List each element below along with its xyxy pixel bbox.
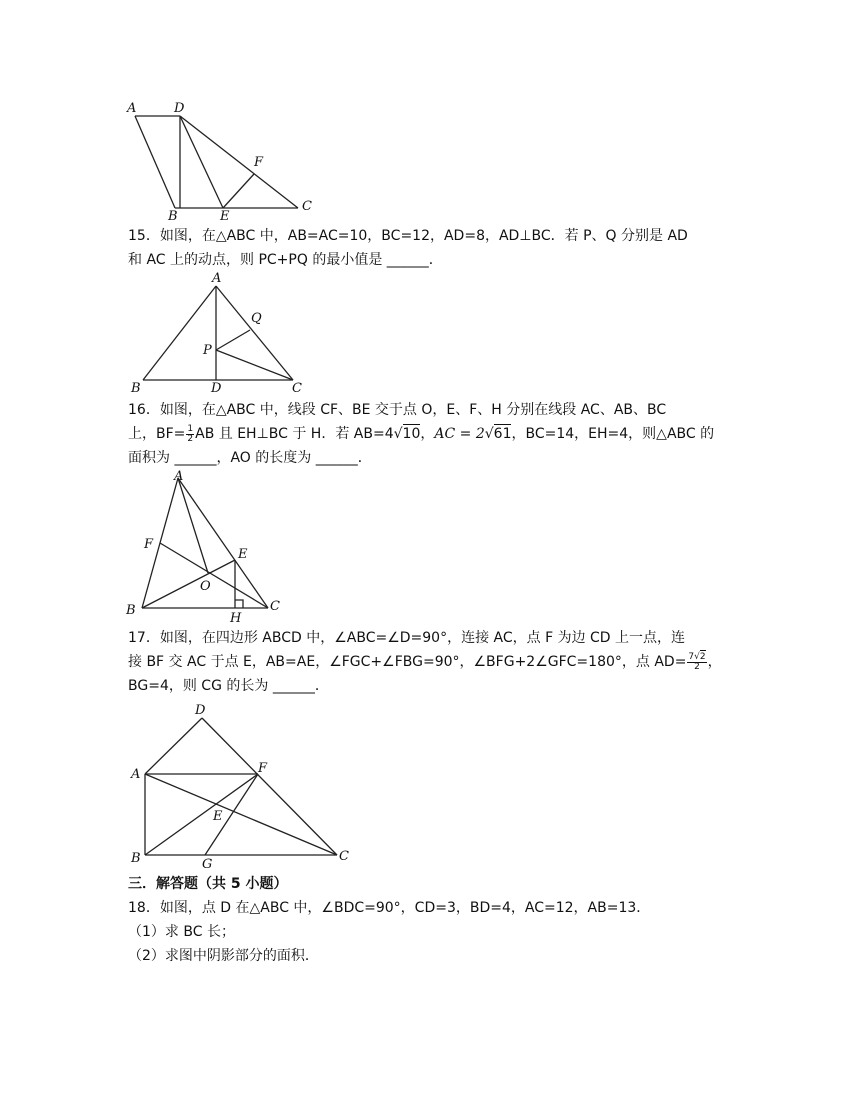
- segment-EF: [223, 174, 254, 208]
- segment-DC: [202, 718, 337, 855]
- label-A: A: [131, 767, 141, 782]
- label-F: F: [258, 761, 268, 776]
- sqrt-icon: √: [694, 651, 700, 662]
- segment-FC: [160, 543, 268, 608]
- label-Q: Q: [251, 311, 262, 326]
- label-F: F: [144, 537, 154, 552]
- label-B: B: [126, 603, 136, 618]
- label-A: A: [174, 469, 184, 484]
- label-B: B: [131, 381, 141, 396]
- figure-q15: [125, 272, 315, 396]
- label-B: B: [131, 851, 141, 866]
- segment-PQ: [216, 330, 250, 350]
- sqrt-icon: √: [484, 426, 494, 442]
- label-C: C: [270, 599, 280, 614]
- segment-BE: [142, 560, 235, 608]
- label-D: D: [174, 101, 185, 116]
- label-D: D: [195, 703, 206, 718]
- label-D: D: [211, 381, 222, 396]
- segment-AC: [216, 286, 293, 380]
- question-15: [128, 224, 738, 272]
- section-3-title: 三．解答题（共 5 小题）: [128, 876, 288, 892]
- fraction-one-half: $\frac{1}{2}$: [187, 423, 194, 444]
- q18-part1: （1）求 BC 长；: [128, 924, 235, 940]
- label-G: G: [202, 857, 213, 872]
- sqrt-icon: √: [393, 426, 403, 442]
- label-E: E: [220, 209, 230, 224]
- label-C: C: [292, 381, 302, 396]
- label-P: P: [203, 343, 212, 358]
- label-E: E: [238, 547, 248, 562]
- label-A: A: [212, 271, 222, 286]
- q17-line3: BG=4，则 CG 的长为 ______．: [128, 678, 329, 694]
- q18-line1: 18．如图，点 D 在△ABC 中，∠BDC=90°，CD=3，BD=4，AC=12，AB=13．: [128, 900, 651, 916]
- label-F: F: [254, 155, 264, 170]
- segment-AO: [178, 478, 208, 573]
- q16-line1: 16．如图，在△ABC 中，线段 CF、BE 交于点 O，E、F、H 分别在线段 AC、AB、BC: [128, 402, 667, 418]
- q15-line1: 15．如图，在△ABC 中，AB=AC=10，BC=12，AD=8，AD⊥BC．若 P、Q 分别是 AD: [128, 228, 688, 244]
- right-angle-mark: [235, 600, 243, 608]
- segment-AB: [135, 116, 175, 208]
- segment-DE: [180, 116, 223, 208]
- segment-AD: [145, 718, 202, 774]
- label-C: C: [302, 199, 312, 214]
- q17-line1: 17．如图，在四边形 ABCD 中，∠ABC=∠D=90°，连接 AC，点 F 为边 CD 上一点，连: [128, 630, 686, 646]
- label-E: E: [213, 809, 223, 824]
- figure-q15-svg: [125, 272, 315, 396]
- section-3: [128, 872, 738, 968]
- q16-line2: 上，BF= $\frac{1}{2}$ AB 且 EH⊥BC 于 H．若 AB=4√10，AC = 2√61，BC=14，EH=4，则△ABC 的: [128, 423, 715, 444]
- q16-line3: 面积为 ______，AO 的长度为 ______．: [128, 450, 372, 466]
- question-17: [128, 626, 738, 698]
- segment-AC: [178, 478, 268, 608]
- label-C: C: [339, 849, 349, 864]
- segment-AB: [143, 286, 216, 380]
- figure-q14-svg: [120, 96, 330, 226]
- figure-q14: [120, 96, 330, 226]
- q17-line2: 接 BF 交 AC 于点 E，AB=AE，∠FGC+∠FBG=90°，∠BFG+2∠GFC=180°，点 AD= $\frac{7√2}{2}$ ，: [128, 651, 722, 672]
- label-H: H: [230, 611, 242, 626]
- figure-q17: [125, 700, 365, 870]
- figure-q16: [120, 466, 300, 626]
- label-O: O: [200, 579, 211, 594]
- q18-part2: （2）求图中阴影部分的面积．: [128, 948, 319, 964]
- segment-DC: [180, 116, 298, 208]
- figure-q17-svg: [125, 700, 365, 870]
- figure-q16-svg: [120, 466, 300, 626]
- label-B: B: [168, 209, 178, 224]
- q15-line2: 和 AC 上的动点，则 PC+PQ 的最小值是 ______．: [128, 252, 443, 268]
- label-A: A: [127, 101, 137, 116]
- question-16: [128, 398, 738, 470]
- fraction-7-root2-over-2: $\frac{7√2}{2}$: [688, 651, 706, 672]
